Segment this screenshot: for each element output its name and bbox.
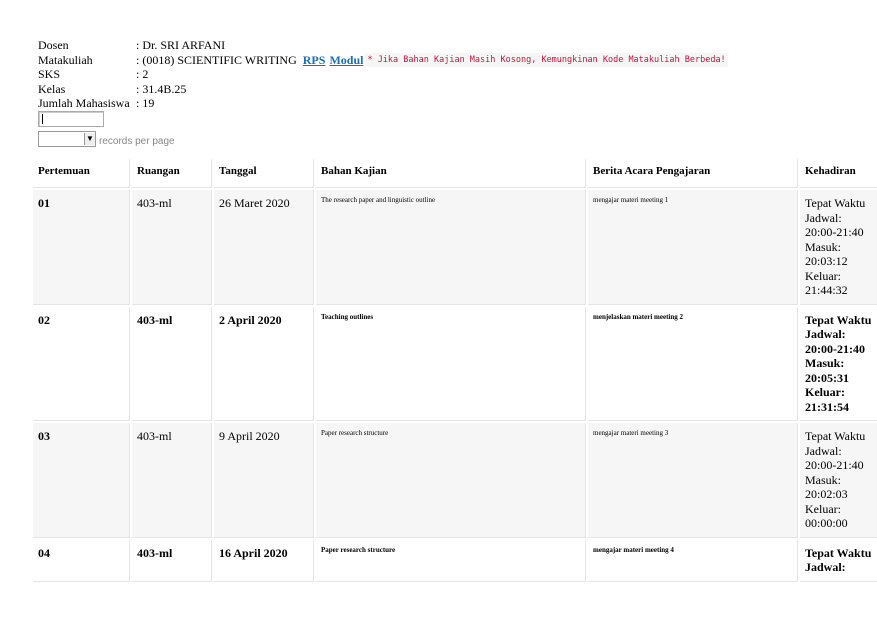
dosen-label: Dosen [38,38,69,52]
cell-tanggal: 26 Maret 2020 [214,190,314,305]
table-row [33,540,877,582]
course-info [38,38,728,111]
kehadiran-status: Tepat Waktu [805,429,866,443]
cell-bahan-kajian: Teaching outlines [316,307,586,422]
search-input[interactable] [38,111,104,127]
kehadiran-line: 20:00-21:40 [805,458,864,472]
cell-tanggal: 16 April 2020 [214,540,314,582]
cell-berita-acara: mengajar materi meeting 1 [588,190,798,305]
kehadiran-line: Keluar: [805,501,841,516]
sks-value: : 2 [136,67,149,81]
kehadiran-line: 20:02:03 [805,487,848,501]
kehadiran-line: 20:03:12 [805,254,848,268]
text-caret [42,114,43,124]
kelas-value: : 31.4B.25 [136,81,187,96]
kehadiran-status: Tepat Waktu [805,312,872,327]
kehadiran-line: Keluar: [805,268,841,283]
dosen-value: : Dr. SRI ARFANI [136,38,226,52]
header-kehadiran[interactable]: Kehadiran [800,159,877,188]
per-page-control [38,130,175,147]
matakuliah-row [38,53,728,68]
sks-label: SKS [38,67,61,81]
kehadiran-line: 20:05:31 [805,370,849,385]
cell-kehadiran [800,423,877,538]
matakuliah-value: : (0018) SCIENTIFIC WRITING [136,52,297,67]
kehadiran-line: Jadwal: [805,327,846,341]
table-row [33,307,877,422]
kehadiran-line: 20:00-21:40 [805,225,864,239]
kehadiran-line: 21:31:54 [805,399,849,414]
kehadiran-line: Masuk: [805,356,845,370]
cell-pertemuan: 02 [33,307,130,422]
cell-tanggal: 2 April 2020 [214,307,314,422]
kelas-label: Kelas [38,81,66,96]
modul-link[interactable]: Modul [329,52,364,67]
cell-ruangan: 403-ml [132,190,212,305]
cell-pertemuan: 01 [33,190,130,305]
kehadiran-line: 21:44:32 [805,283,848,297]
jumlah-row [38,96,728,111]
cell-bahan-kajian: Paper research structure [316,540,586,582]
cell-kehadiran [800,307,877,422]
cell-bahan-kajian: The research paper and linguistic outline [316,190,586,305]
kehadiran-status: Tepat Waktu [805,545,872,560]
cell-kehadiran [800,190,877,305]
sks-row [38,67,728,82]
kehadiran-line: Jadwal: [805,443,842,458]
kehadiran-line: 20:00-21:40 [805,341,865,356]
cell-ruangan: 403-ml [132,423,212,538]
table-row [33,423,877,538]
kehadiran-line: Masuk: [805,472,841,487]
kehadiran-line: Keluar: [805,385,845,399]
kehadiran-line: Jadwal: [805,560,846,574]
header-ruangan[interactable]: Ruangan [132,159,212,188]
cell-berita-acara: mengajar materi meeting 4 [588,540,798,582]
rps-link[interactable]: RPS [302,52,326,67]
kehadiran-status: Tepat Waktu [805,196,866,210]
cell-pertemuan: 03 [33,423,130,538]
cell-pertemuan: 04 [33,540,130,582]
cell-tanggal: 9 April 2020 [214,423,314,538]
cell-berita-acara: menjelaskan materi meeting 2 [588,307,798,422]
kehadiran-line: Jadwal: [805,210,842,225]
warning-note: * Jika Bahan Kajian Masih Kosong, Kemungkinan Kode Matakuliah Berbeda! [365,53,727,68]
cell-bahan-kajian: Paper research structure [316,423,586,538]
kehadiran-line: Masuk: [805,239,841,254]
cell-ruangan: 403-ml [132,307,212,422]
attendance-table [31,157,877,584]
table-row [33,190,877,305]
cell-berita-acara: mengajar materi meeting 3 [588,423,798,538]
chevron-down-icon[interactable]: ▼ [84,133,95,145]
jumlah-value: : 19 [136,96,155,110]
header-tanggal[interactable]: Tanggal [214,159,314,188]
cell-kehadiran [800,540,877,582]
matakuliah-label: Matakuliah [38,52,93,67]
per-page-label: records per page [99,136,175,147]
kehadiran-line: 00:00:00 [805,516,848,530]
header-pertemuan[interactable]: Pertemuan [33,159,130,188]
table-header-row [33,159,877,188]
dosen-row [38,38,728,53]
header-berita-acara[interactable]: Berita Acara Pengajaran [588,159,798,188]
cell-ruangan: 403-ml [132,540,212,582]
kelas-row [38,82,728,97]
jumlah-label: Jumlah Mahasiswa [38,96,130,110]
header-bahan-kajian[interactable]: Bahan Kajian [316,159,586,188]
